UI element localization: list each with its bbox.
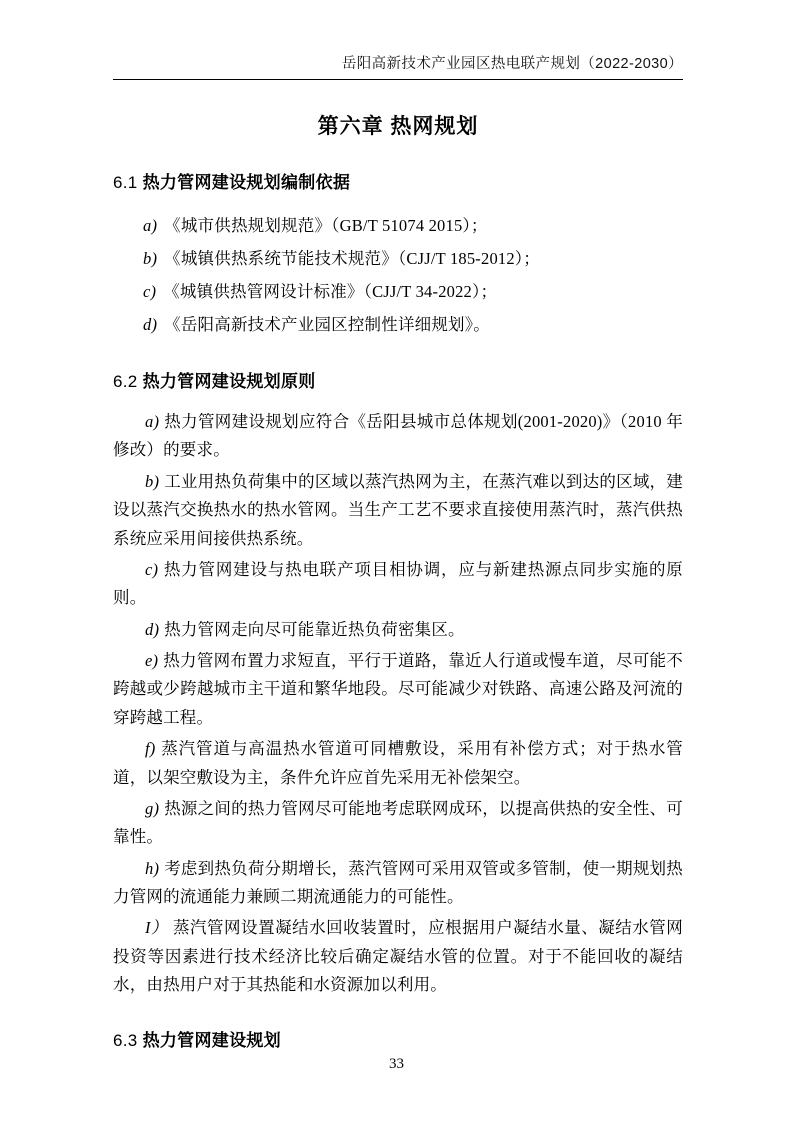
page-content — [113, 52, 683, 1067]
paragraph — [113, 735, 683, 792]
chapter-title: 第六章 热网规划 — [317, 115, 479, 138]
section-title: 热力管网建设规划 — [142, 1030, 281, 1050]
paragraph-text: 热力管网建设规划应符合《岳阳县城市总体规划(2001-2020)》（2010 年修改）的要求。 — [113, 412, 683, 460]
section-number: 6.1 — [113, 173, 138, 192]
paragraph-marker: a) — [145, 412, 160, 431]
paragraph — [113, 556, 683, 613]
section-heading-6-3 — [113, 1026, 683, 1051]
list-marker: a) — [143, 216, 158, 235]
list-marker: b) — [143, 249, 158, 268]
header-divider — [113, 79, 683, 80]
list-item — [113, 308, 683, 341]
paragraph — [113, 468, 683, 553]
section-heading-6-1 — [113, 168, 683, 193]
list-item-text: 《岳阳高新技术产业园区控制性详细规划》。 — [164, 315, 490, 334]
section-heading-6-2 — [113, 367, 683, 392]
list-marker: d) — [143, 315, 158, 334]
paragraph-text: 热力管网布置力求短直，平行于道路，靠近人行道或慢车道，尽可能不跨越或少跨越城市主干道和繁华地段。尽可能减少对铁路、高速公路及河流的穿跨越工程。 — [113, 651, 683, 727]
paragraph-marker: f) — [145, 739, 156, 759]
paragraph — [113, 616, 683, 644]
list-item — [113, 275, 683, 308]
list-item-text: 《城镇供热管网设计标准》（CJJ/T 34-2022）； — [163, 282, 498, 301]
paragraph — [113, 647, 683, 732]
paragraph-text: 考虑到热负荷分期增长，蒸汽管网可采用双管或多管制，使一期规划热力管网的流通能力兼顾二期流通能力的可能性。 — [113, 858, 683, 906]
running-header: 岳阳高新技术产业园区热电联产规划（2022-2030） — [341, 56, 683, 72]
paragraph-text: 热源之间的热力管网尽可能地考虑联网成环，以提高供热的安全性、可靠性。 — [113, 798, 683, 847]
reference-list — [113, 209, 683, 341]
paragraph-text: 工业用热负荷集中的区域以蒸汽热网为主，在蒸汽难以到达的区域，建设以蒸汽交换热水的热水管网。当生产工艺不要求直接使用蒸汽时，蒸汽供热系统应采用间接供热系统。 — [113, 471, 683, 548]
paragraph — [113, 855, 683, 912]
section-title: 热力管网建设规划原则 — [142, 372, 316, 391]
paragraph-marker: c) — [145, 559, 159, 579]
paragraph-marker: e) — [145, 651, 159, 670]
paragraph-marker: h) — [145, 858, 160, 878]
section-number: 6.3 — [113, 1030, 138, 1050]
paragraph — [113, 408, 683, 465]
list-item-text: 《城镇供热系统节能技术规范》（CJJ/T 185-2012）； — [164, 249, 540, 268]
paragraph-text: 蒸汽管网设置凝结水回收装置时，应根据用户凝结水量、凝结水管网投资等因素进行技术经济比较后确定凝结水管的位置。对于不能回收的凝结水，由热用户对于其热能和水资源加以利用。 — [113, 918, 683, 995]
paragraph-text: 热力管网建设与热电联产项目相协调，应与新建热源点同步实施的原则。 — [113, 559, 683, 608]
page-number: 33 — [389, 1056, 404, 1072]
paragraph-marker: b) — [145, 471, 160, 491]
paragraph-marker: d) — [145, 619, 160, 639]
paragraph-marker: I） — [145, 918, 169, 938]
list-marker: c) — [143, 282, 157, 301]
paragraph-text: 热力管网走向尽可能靠近热负荷密集区。 — [164, 619, 465, 639]
section-number: 6.2 — [113, 372, 138, 391]
paragraph-marker: g) — [145, 798, 160, 818]
list-item — [113, 209, 683, 242]
paragraph — [113, 914, 683, 999]
section-title: 热力管网建设规划编制依据 — [142, 173, 351, 192]
paragraph — [113, 795, 683, 852]
list-item — [113, 242, 683, 275]
list-item-text: 《城市供热规划规范》（GB/T 51074 2015）； — [164, 216, 488, 235]
paragraph-text: 蒸汽管道与高温热水管道可同槽敷设，采用有补偿方式；对于热水管道，以架空敷设为主，条件允许应首先采用无补偿架空。 — [113, 739, 683, 787]
